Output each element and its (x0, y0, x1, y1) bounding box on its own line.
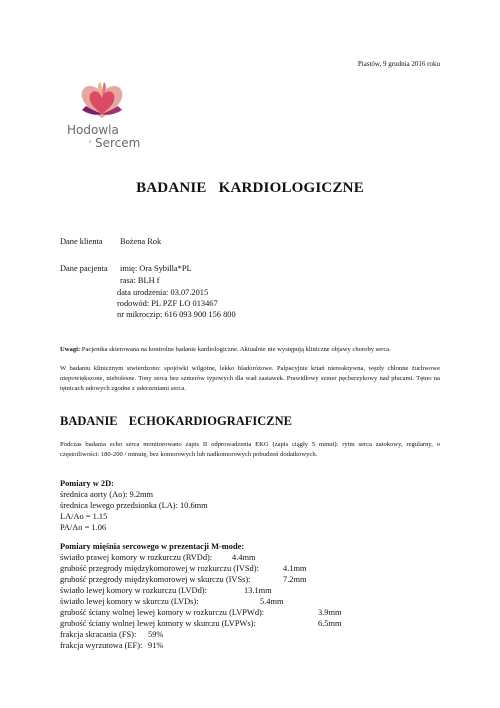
patient-name: imię: Ora Sybilla*PL (120, 264, 192, 273)
client-label: Dane klienta (60, 237, 103, 246)
echo-heading (60, 414, 292, 429)
twod-heading: Pomiary w 2D: (60, 479, 114, 488)
mmode-label-ivsd: grubość przegrody międzykomorowej w rozkurczu (IVSd): (60, 564, 259, 573)
mmode-value-lvpwd: 3.9mm (318, 608, 342, 617)
logo-text-line2: Sercem (95, 136, 141, 150)
page-title-text: BADANIE KARDIOLOGICZNE (136, 180, 364, 196)
mmode-label-lvpwd: grubość ściany wolnej lewej komory w rozkurczu (LVPWd): (60, 608, 265, 617)
mmode-value-lvdd: 13.1mm (244, 586, 272, 595)
document-date: Piastów, 9 grudnia 2016 roku (357, 60, 440, 68)
patient-microchip: nr mikroczip: 616 093 900 156 800 (117, 310, 236, 319)
notes-text: Pacjentka skierowana na kontrolne badanie kardiologiczne. Aktualnie nie występują kliniczne objawy choroby serca. (80, 346, 391, 353)
logo-text-line1: Hodowla (67, 123, 119, 137)
mmode-value-ivss: 7.2mm (283, 575, 307, 584)
mmode-value-fs: 59% (148, 630, 164, 639)
twod-aorta: średnica aorty (Ao): 9.2mm (60, 490, 154, 499)
clinical-exam-paragraph: W badaniu klinicznym stwierdzono: spojówki wilgotne, lekko bladoróżowe. Palpacyjnie krtań niereaktywna, węzły chłonne żuchwowe niepowiększone, niebolesne. Tony serca bez szmerów typowych dla wad zastawek. Prawidłowy szmer pęcherzykowy nad płucami. Tętno na tętnicach udowych zgodne z uderzeniami serca. (60, 365, 440, 392)
mmode-value-rvdd: 4.4mm (232, 553, 256, 562)
mmode-label-ef: frakcja wyrzutowa (EF): (60, 641, 143, 650)
twod-pa-ao: PA/Ao = 1.06 (60, 523, 107, 532)
mmode-value-lvpws: 6.5mm (318, 619, 342, 628)
notes-paragraph (60, 345, 440, 355)
patient-label: Dane pacjenta (60, 264, 108, 273)
mmode-label-rvdd: światło prawej komory w rozkurczu (RVDd): (60, 553, 213, 562)
heart-flower-icon (72, 78, 132, 124)
client-row (60, 237, 162, 246)
mmode-value-ivsd: 4.1mm (283, 564, 307, 573)
patient-birth-date: data urodzenia: 03.07.2015 (117, 288, 209, 297)
mmode-value-ef: 91% (148, 641, 164, 650)
echo-intro-paragraph: Podczas badania echo serca monitorowano zapis II odprowadzenia EKG (zapis ciągły 5 minut): rytm serca zatokowy, regularny, o częstotliwości: 180-200 / minutę, bez komorowych lub nadkomorowych pobudzeń dodatkowych. (60, 441, 440, 458)
mmode-value-lvds: 5.4mm (260, 597, 284, 606)
logo-text-small: z (89, 139, 92, 144)
twod-left-atrium: średnica lewego przedsionka (LA): 10.6mm (60, 501, 208, 510)
mmode-label-lvdd: światło lewej komory w rozkurczu (LVDd): (60, 586, 207, 595)
mmode-label-lvds: światło lewej komory w skurczu (LVDs): (60, 597, 199, 606)
notes-label: Uwagi: (60, 346, 81, 353)
twod-la-ao: LA/Ao = 1.15 (60, 512, 108, 521)
patient-pedigree: rodowód: PL PZF LO 013467 (117, 299, 218, 308)
mmode-label-ivss: grubość przegrody międzykomorowej w skurczu (IVSs): (60, 575, 251, 584)
mmode-label-fs: frakcja skracania (FS): (60, 630, 137, 639)
patient-breed: rasa: BLH f (120, 276, 160, 285)
kennel-logo (62, 78, 152, 153)
mmode-heading: Pomiary mięśnia sercowego w prezentacji M-mode: (60, 542, 245, 551)
client-value: Bożena Rok (120, 237, 162, 246)
echo-heading-text: BADANIE ECHOKARDIOGRAFICZNE (60, 414, 292, 428)
page-title (0, 180, 500, 197)
mmode-label-lvpws: grubość ściany wolnej lewej komory w skurczu (LVPWs): (60, 619, 256, 628)
